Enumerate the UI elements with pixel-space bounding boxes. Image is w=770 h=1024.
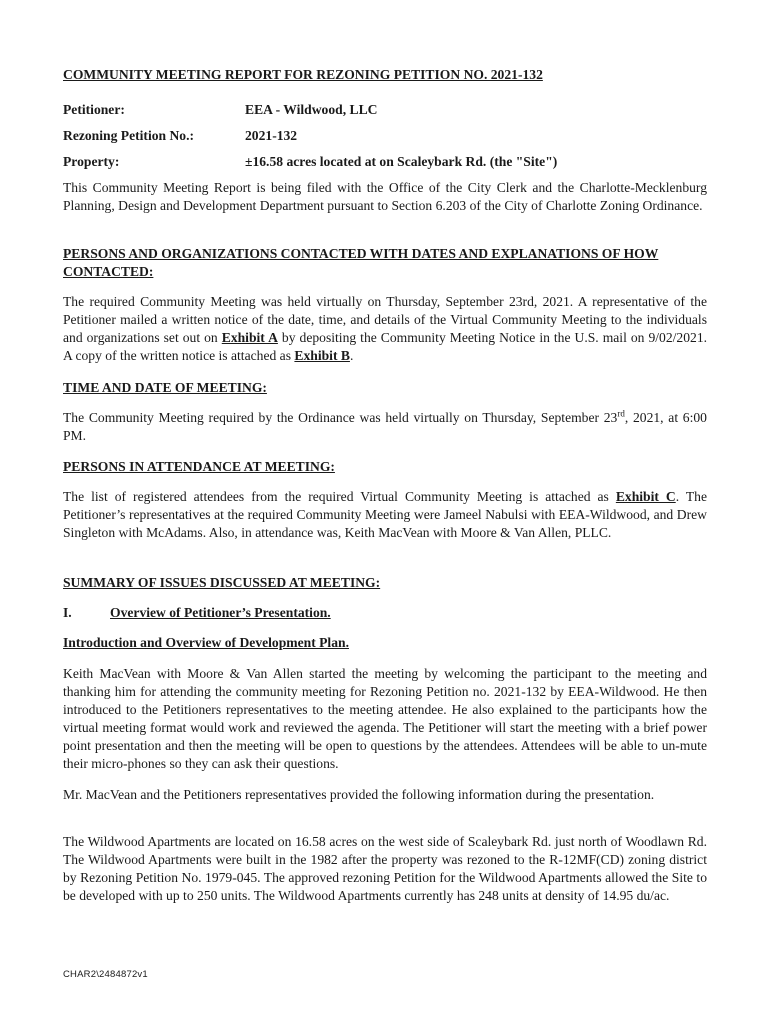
document-footer-id: CHAR2\2484872v1 [63,969,148,980]
intro-text: This Community Meeting Report is being filed with the Office of the City Clerk and the Charlotte-Mecklenburg Planning, Design and Development Department pursuant to Section 6.203 of the City of Charlotte Zoning Ordinance. [63,180,707,213]
contacted-heading: PERSONS AND ORGANIZATIONS CONTACTED WITH DATES AND EXPLANATIONS OF HOW CONTACTED: [63,246,659,279]
wildwood-paragraph [63,833,707,905]
attendance-text-b: . The Petitioner’s representatives at the required Community Meeting were Jameel Nabulsi with EEA-Wildwood, and Drew Singleton with McAdams. Also, in attendance was, Keith MacVean with Moore & Van Allen, PLLC. [63,489,707,540]
property-label: Property: [63,154,120,169]
summary-heading: SUMMARY OF ISSUES DISCUSSED AT MEETING: [63,575,381,590]
contacted-text-b: by depositing the Community Meeting Notice in the U.S. mail on 9/02/2021. A copy of the written notice is attached as [63,330,708,363]
petitioner-value: EEA - Wildwood, LLC [245,102,378,117]
exhibit-b-link: Exhibit B [294,348,350,363]
time-date-heading: TIME AND DATE OF MEETING: [63,380,267,395]
meeting-intro-text: Keith MacVean with Moore & Van Allen started the meeting by welcoming the participant to the meeting and thanking him for attending the community meeting for Rezoning Petition no. 2021-132 by EEA-Wildwood. He then introduced to the Petitioners representatives to the meeting attendee. He also explained to the participants how the virtual meeting format would work and reviewed the agenda. The Petitioner will start the meeting with a brief power point presentation and then the meeting will be open to questions by the attendees. Attendees will be able to un-mute their micro-phones so they can ask their questions. [63,666,707,771]
presentation-paragraph [63,786,707,804]
time-date-text-b: , 2021, at 6:00 PM. [63,410,707,443]
petition-number-value: 2021-132 [245,128,298,143]
petitioner-label: Petitioner: [63,102,125,117]
time-date-paragraph [63,409,707,445]
contacted-text-a: The required Community Meeting was held virtually on Thursday, September 23rd, 2021. A representative of the Petitioner mailed a written notice of the date, time, and details of the Virtual Community Meeting to the individuals and organizations set out on [63,294,707,345]
exhibit-a-link: Exhibit A [221,330,278,345]
report-title: COMMUNITY MEETING REPORT FOR REZONING PETITION NO. 2021-132 [63,67,543,82]
contacted-text-c: . [349,348,354,363]
wildwood-text: The Wildwood Apartments are located on 16.58 acres on the west side of Scaleybark Rd. just north of Woodlawn Rd. The Wildwood Apartments were built in the 1982 after the property was rezoned to the R-12MF(CD) zoning district by Rezoning Petition No. 1979-045. The approved rezoning Petition for the Wildwood Apartments allowed the Site to be developed with up to 250 units. The Wildwood Apartments currently has 248 units at density of 14.95 du/ac. [63,834,707,903]
contacted-paragraph [63,293,707,365]
meeting-intro-paragraph [63,665,707,773]
attendance-paragraph [63,488,707,542]
roman-numeral: I. [63,605,72,620]
attendance-heading: PERSONS IN ATTENDANCE AT MEETING: [63,459,335,474]
exhibit-c-link: Exhibit C [615,489,676,504]
overview-section [63,604,463,622]
property-value: ±16.58 acres located at on Scaleybark Rd. (the "Site") [245,154,558,169]
overview-title: Overview of Petitioner’s Presentation. [110,605,331,620]
intro-paragraph [63,179,707,215]
time-date-text-a: The Community Meeting required by the Ordinance was held virtually on Thursday, September 23 [63,410,618,425]
superscript-rd: rd [617,408,625,419]
presentation-text: Mr. MacVean and the Petitioners representatives provided the following information during the presentation. [63,787,655,802]
attendance-text-a: The list of registered attendees from the required Virtual Community Meeting is attached as [63,489,616,504]
introduction-subheading: Introduction and Overview of Development Plan. [63,635,349,650]
petition-number-label: Rezoning Petition No.: [63,128,195,143]
